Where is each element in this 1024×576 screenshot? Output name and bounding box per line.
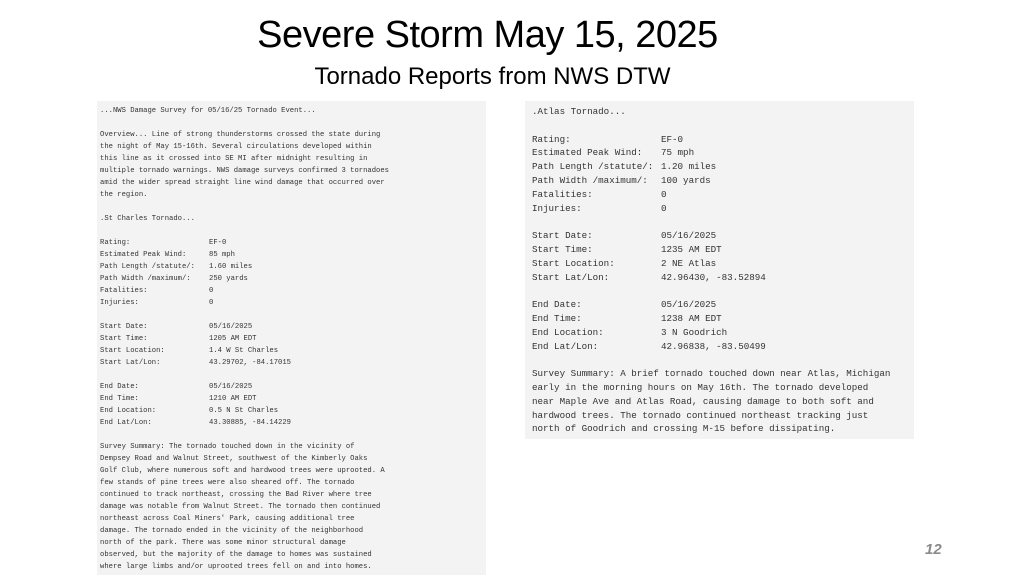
field-label: Start Location: <box>100 347 165 355</box>
field-row <box>532 174 907 188</box>
summary-line: northeast across Coal Miners' Park, causing additional tree <box>100 515 355 523</box>
summary-line: few stands of pine trees were also sheared off. The tornado <box>100 479 355 487</box>
field-value: 43.30885, -84.14229 <box>209 419 291 427</box>
field-value: 85 mph <box>209 251 235 259</box>
field-value: 1205 AM EDT <box>209 335 257 343</box>
field-row <box>100 321 483 333</box>
field-row <box>100 285 483 297</box>
field-value: 0 <box>209 299 214 307</box>
field-value: 42.96430, -83.52894 <box>661 271 766 283</box>
field-value: 05/16/2025 <box>209 323 253 331</box>
field-row <box>100 249 483 261</box>
field-label: Estimated Peak Wind: <box>532 147 643 159</box>
end-block <box>100 381 483 429</box>
page-number: 12 <box>925 541 942 558</box>
field-value: 100 yards <box>661 174 711 186</box>
field-label: Path Width /maximum/: <box>532 174 648 186</box>
field-value: 1238 AM EDT <box>661 312 722 324</box>
field-row <box>100 273 483 285</box>
field-value: 05/16/2025 <box>661 230 717 242</box>
field-value: 05/16/2025 <box>661 299 717 311</box>
field-value: 0 <box>661 188 667 200</box>
field-row <box>532 133 907 147</box>
field-label: Start Time: <box>100 335 148 343</box>
survey-summary <box>532 367 907 436</box>
field-row <box>100 417 483 429</box>
field-value: 1.4 W St Charles <box>209 347 279 355</box>
overview-line: multiple tornado warnings. NWS damage surveys confirmed 3 tornadoes <box>100 167 389 175</box>
field-label: Path Width /maximum/: <box>100 275 191 283</box>
field-value: EF-0 <box>661 133 684 145</box>
field-row <box>100 333 483 345</box>
field-row <box>532 146 907 160</box>
survey-header: ...NWS Damage Survey for 05/16/25 Tornado Event... <box>100 107 316 115</box>
field-row <box>532 326 907 340</box>
slide-title: Severe Storm May 15, 2025 <box>257 14 718 56</box>
field-value: 1.60 miles <box>209 263 253 271</box>
field-row <box>100 261 483 273</box>
field-value: EF-0 <box>209 239 227 247</box>
field-label: End Time: <box>532 312 582 324</box>
field-row <box>532 271 907 285</box>
field-row <box>100 357 483 369</box>
field-value: 1235 AM EDT <box>661 243 722 255</box>
field-label: End Lat/Lon: <box>100 419 152 427</box>
field-label: Injuries: <box>100 299 139 307</box>
summary-line: Golf Club, where numerous soft and hardwood trees were uprooted. A <box>100 467 385 475</box>
field-label: Start Location: <box>532 257 615 269</box>
field-row <box>532 202 907 216</box>
summary-line: north of the park. There was some minor structural damage <box>100 539 346 547</box>
summary-line: north of Goodrich and crossing M-15 before dissipating. <box>532 423 836 435</box>
field-value: 05/16/2025 <box>209 383 253 391</box>
field-row <box>532 298 907 312</box>
overview-line: amid the wider spread straight line wind damage that occurred over <box>100 179 385 187</box>
summary-line: hardwood trees. The tornado continued northeast tracking just <box>532 409 869 421</box>
field-value: 0 <box>661 202 667 214</box>
field-row <box>532 160 907 174</box>
overview-line: the region. <box>100 191 148 199</box>
field-label: Estimated Peak Wind: <box>100 251 187 259</box>
field-label: End Location: <box>100 407 157 415</box>
field-row <box>100 405 483 417</box>
atlas-survey-panel <box>525 101 914 439</box>
ratings-block <box>100 237 483 309</box>
field-value: 0.5 N St Charles <box>209 407 279 415</box>
survey-summary <box>100 441 483 573</box>
summary-line: Dempsey Road and Walnut Street, southwest of the Kimberly Oaks <box>100 455 368 463</box>
tornado-name: .Atlas Tornado... <box>532 106 626 117</box>
slide-subtitle: Tornado Reports from NWS DTW <box>314 63 671 90</box>
summary-line: Survey Summary: A brief tornado touched down near Atlas, Michigan <box>532 368 891 380</box>
start-block <box>100 321 483 369</box>
end-block <box>532 298 907 353</box>
field-label: Start Lat/Lon: <box>532 271 610 283</box>
summary-line: early in the morning hours on May 16th. The tornado developed <box>532 381 869 393</box>
field-row <box>532 312 907 326</box>
field-row <box>532 340 907 354</box>
field-label: Start Lat/Lon: <box>100 359 161 367</box>
field-row <box>532 229 907 243</box>
field-label: Rating: <box>532 133 571 145</box>
overview-line: Overview... Line of strong thunderstorms crossed the state during <box>100 131 381 139</box>
field-label: Injuries: <box>532 202 582 214</box>
field-row <box>100 393 483 405</box>
st-charles-survey-panel <box>97 101 486 575</box>
field-label: Path Length /statute/: <box>100 263 195 271</box>
field-value: 0 <box>209 287 214 295</box>
ratings-block <box>532 133 907 216</box>
summary-line: observed, but the majority of the damage to homes was sustained <box>100 551 372 559</box>
field-label: Fatalities: <box>532 188 593 200</box>
field-value: 43.29702, -84.17015 <box>209 359 291 367</box>
field-value: 2 NE Atlas <box>661 257 717 269</box>
field-value: 42.96838, -83.50499 <box>661 340 766 352</box>
field-label: Start Time: <box>532 243 593 255</box>
field-label: End Location: <box>532 326 604 338</box>
field-label: End Time: <box>100 395 139 403</box>
summary-line: Survey Summary: The tornado touched down in the vicinity of <box>100 443 355 451</box>
start-block <box>532 229 907 284</box>
field-label: Rating: <box>100 239 131 247</box>
overview-block <box>100 129 483 201</box>
field-label: Path Length /statute/: <box>532 161 654 173</box>
field-label: Fatalities: <box>100 287 148 295</box>
field-value: 250 yards <box>209 275 248 283</box>
field-value: 75 mph <box>661 147 695 159</box>
field-row <box>532 243 907 257</box>
field-value: 3 N Goodrich <box>661 326 728 338</box>
tornado-name: .St Charles Tornado... <box>100 215 195 223</box>
field-value: 1210 AM EDT <box>209 395 257 403</box>
field-row <box>100 297 483 309</box>
field-row <box>100 237 483 249</box>
field-label: Start Date: <box>100 323 148 331</box>
summary-line: near Maple Ave and Atlas Road, causing damage to both soft and <box>532 395 874 407</box>
field-label: End Lat/Lon: <box>532 340 599 352</box>
summary-line: where large limbs and/or uprooted trees fell on and into homes. <box>100 563 372 571</box>
summary-line: damage was notable from Walnut Street. The tornado then continued <box>100 503 381 511</box>
overview-line: the night of May 15-16th. Several circulations developed within <box>100 143 372 151</box>
field-label: Start Date: <box>532 230 593 242</box>
field-row <box>532 257 907 271</box>
overview-line: this line as it crossed into SE MI after midnight resulting in <box>100 155 368 163</box>
summary-line: damage. The tornado ended in the vicinity of the neighborhood <box>100 527 364 535</box>
field-row <box>100 381 483 393</box>
field-value: 1.20 miles <box>661 161 717 173</box>
field-row <box>100 345 483 357</box>
summary-line: continued to track northeast, crossing the Bad River where tree <box>100 491 372 499</box>
field-label: End Date: <box>532 299 582 311</box>
field-row <box>532 188 907 202</box>
field-label: End Date: <box>100 383 139 391</box>
